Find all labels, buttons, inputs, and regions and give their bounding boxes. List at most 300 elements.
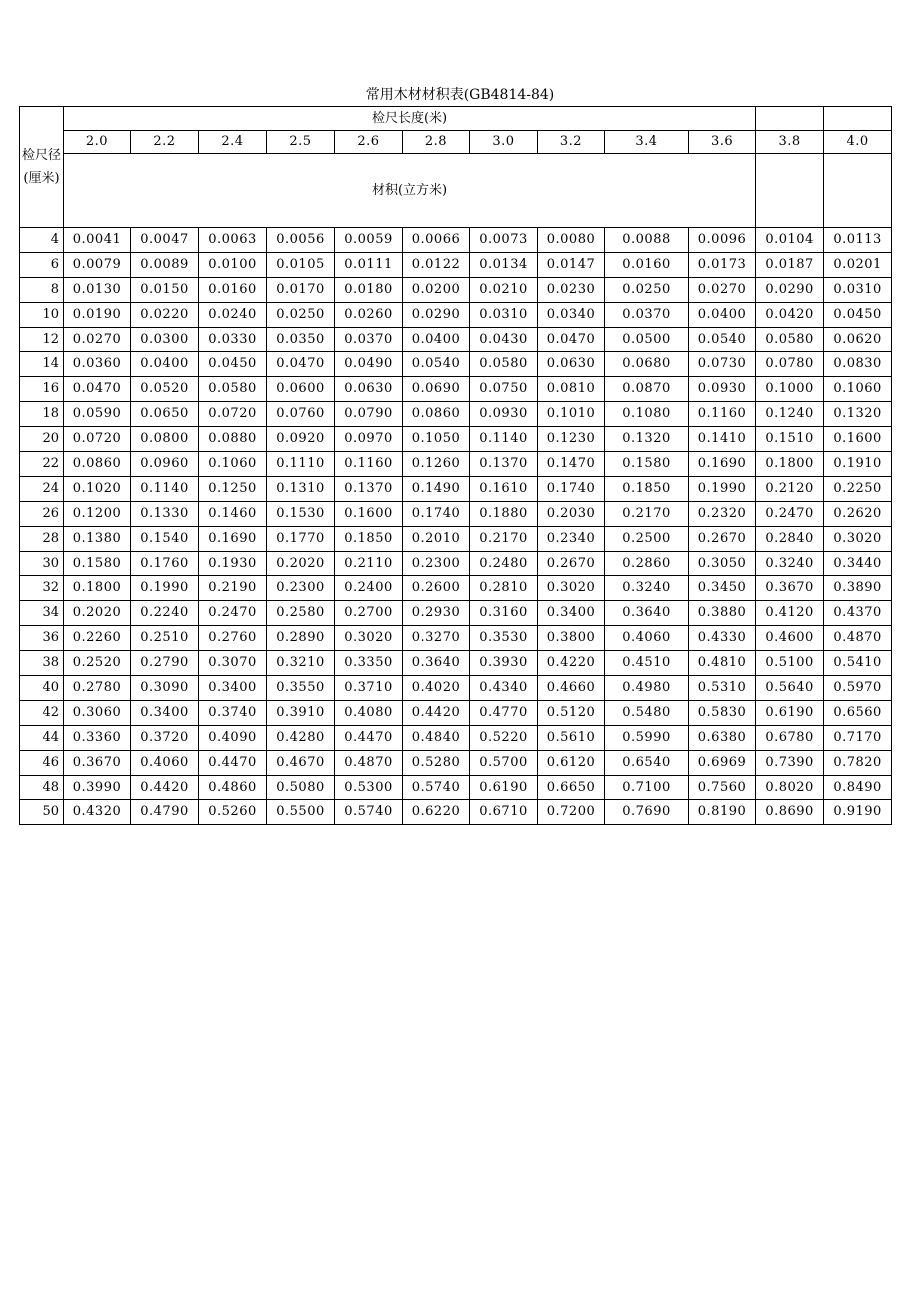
volume-cell: 0.1370 bbox=[470, 452, 538, 477]
table-body bbox=[20, 107, 892, 825]
diameter-cell: 40 bbox=[20, 676, 64, 701]
volume-cell: 0.1470 bbox=[538, 452, 605, 477]
volume-cell: 0.2300 bbox=[403, 551, 470, 576]
diameter-cell: 38 bbox=[20, 651, 64, 676]
header-blank-cell bbox=[824, 154, 892, 228]
volume-cell: 0.0230 bbox=[538, 277, 605, 302]
diameter-cell: 36 bbox=[20, 626, 64, 651]
volume-cell: 0.4870 bbox=[335, 750, 403, 775]
volume-cell: 0.0187 bbox=[756, 252, 824, 277]
volume-cell: 0.2510 bbox=[131, 626, 199, 651]
volume-cell: 0.1160 bbox=[335, 452, 403, 477]
table-row bbox=[20, 576, 892, 601]
volume-cell: 0.5500 bbox=[267, 800, 335, 825]
volume-cell: 0.1770 bbox=[267, 526, 335, 551]
length-header-cell: 2.4 bbox=[199, 131, 267, 154]
volume-cell: 0.1580 bbox=[605, 452, 689, 477]
volume-cell: 0.1690 bbox=[199, 526, 267, 551]
volume-cell: 0.4470 bbox=[199, 750, 267, 775]
table-row bbox=[20, 327, 892, 352]
diameter-cell: 10 bbox=[20, 302, 64, 327]
volume-cell: 0.0930 bbox=[470, 402, 538, 427]
volume-cell: 0.0180 bbox=[335, 277, 403, 302]
volume-cell: 0.7820 bbox=[824, 750, 892, 775]
volume-cell: 0.1800 bbox=[756, 452, 824, 477]
volume-cell: 0.0490 bbox=[335, 352, 403, 377]
length-header-cell: 3.0 bbox=[470, 131, 538, 154]
volume-cell: 0.7170 bbox=[824, 725, 892, 750]
volume-cell: 0.7200 bbox=[538, 800, 605, 825]
volume-cell: 0.2470 bbox=[199, 601, 267, 626]
diameter-cell: 28 bbox=[20, 526, 64, 551]
volume-cell: 0.1760 bbox=[131, 551, 199, 576]
volume-cell: 0.6190 bbox=[470, 775, 538, 800]
volume-cell: 0.3440 bbox=[824, 551, 892, 576]
volume-cell: 0.1690 bbox=[689, 452, 756, 477]
volume-cell: 0.0147 bbox=[538, 252, 605, 277]
volume-cell: 0.6380 bbox=[689, 725, 756, 750]
volume-cell: 0.1380 bbox=[64, 526, 131, 551]
volume-cell: 0.0470 bbox=[267, 352, 335, 377]
volume-cell: 0.1160 bbox=[689, 402, 756, 427]
volume-cell: 0.4980 bbox=[605, 676, 689, 701]
volume-cell: 0.1010 bbox=[538, 402, 605, 427]
table-row bbox=[20, 228, 892, 253]
volume-cell: 0.3240 bbox=[605, 576, 689, 601]
volume-cell: 0.3640 bbox=[403, 651, 470, 676]
volume-cell: 0.6540 bbox=[605, 750, 689, 775]
volume-cell: 0.0370 bbox=[605, 302, 689, 327]
volume-cell: 0.1990 bbox=[131, 576, 199, 601]
volume-cell: 0.4060 bbox=[131, 750, 199, 775]
volume-cell: 0.2840 bbox=[756, 526, 824, 551]
volume-cell: 0.0620 bbox=[824, 327, 892, 352]
volume-cell: 0.0810 bbox=[538, 377, 605, 402]
volume-cell: 0.0880 bbox=[199, 427, 267, 452]
volume-cell: 0.0920 bbox=[267, 427, 335, 452]
volume-cell: 0.0400 bbox=[131, 352, 199, 377]
volume-cell: 0.3210 bbox=[267, 651, 335, 676]
volume-cell: 0.0100 bbox=[199, 252, 267, 277]
volume-cell: 0.3090 bbox=[131, 676, 199, 701]
volume-cell: 0.5080 bbox=[267, 775, 335, 800]
volume-cell: 0.1140 bbox=[131, 476, 199, 501]
volume-cell: 0.1910 bbox=[824, 452, 892, 477]
volume-cell: 0.1110 bbox=[267, 452, 335, 477]
volume-cell: 0.0170 bbox=[267, 277, 335, 302]
volume-cell: 0.4060 bbox=[605, 626, 689, 651]
volume-cell: 0.2470 bbox=[756, 501, 824, 526]
volume-cell: 0.3930 bbox=[470, 651, 538, 676]
volume-cell: 0.6780 bbox=[756, 725, 824, 750]
volume-cell: 0.0860 bbox=[403, 402, 470, 427]
volume-cell: 0.3060 bbox=[64, 700, 131, 725]
diameter-cell: 24 bbox=[20, 476, 64, 501]
diameter-cell: 46 bbox=[20, 750, 64, 775]
volume-cell: 0.0450 bbox=[199, 352, 267, 377]
volume-cell: 0.4220 bbox=[538, 651, 605, 676]
volume-cell: 0.2110 bbox=[335, 551, 403, 576]
volume-cell: 0.1800 bbox=[64, 576, 131, 601]
volume-cell: 0.5260 bbox=[199, 800, 267, 825]
volume-cell: 0.2480 bbox=[470, 551, 538, 576]
volume-cell: 0.1330 bbox=[131, 501, 199, 526]
volume-cell: 0.0300 bbox=[131, 327, 199, 352]
volume-cell: 0.6560 bbox=[824, 700, 892, 725]
volume-cell: 0.7560 bbox=[689, 775, 756, 800]
volume-cell: 0.1600 bbox=[335, 501, 403, 526]
volume-cell: 0.0080 bbox=[538, 228, 605, 253]
volume-cell: 0.0201 bbox=[824, 252, 892, 277]
diameter-cell: 18 bbox=[20, 402, 64, 427]
length-header-cell: 3.2 bbox=[538, 131, 605, 154]
volume-cell: 0.0270 bbox=[689, 277, 756, 302]
volume-cell: 0.1140 bbox=[470, 427, 538, 452]
volume-cell: 0.2600 bbox=[403, 576, 470, 601]
volume-cell: 0.0047 bbox=[131, 228, 199, 253]
volume-cell: 0.0089 bbox=[131, 252, 199, 277]
volume-cell: 0.4860 bbox=[199, 775, 267, 800]
volume-cell: 0.4340 bbox=[470, 676, 538, 701]
volume-cell: 0.3450 bbox=[689, 576, 756, 601]
table-row bbox=[20, 775, 892, 800]
volume-cell: 0.1230 bbox=[538, 427, 605, 452]
volume-cell: 0.0330 bbox=[199, 327, 267, 352]
volume-cell: 0.1740 bbox=[403, 501, 470, 526]
volume-cell: 0.4420 bbox=[131, 775, 199, 800]
volume-cell: 0.1600 bbox=[824, 427, 892, 452]
volume-cell: 0.3670 bbox=[756, 576, 824, 601]
volume-cell: 0.0088 bbox=[605, 228, 689, 253]
volume-cell: 0.0360 bbox=[64, 352, 131, 377]
volume-cell: 0.0160 bbox=[199, 277, 267, 302]
table-row bbox=[20, 651, 892, 676]
length-header-cell: 2.6 bbox=[335, 131, 403, 154]
volume-cell: 0.4600 bbox=[756, 626, 824, 651]
volume-cell: 0.0104 bbox=[756, 228, 824, 253]
volume-cell: 0.6190 bbox=[756, 700, 824, 725]
volume-cell: 0.8190 bbox=[689, 800, 756, 825]
volume-cell: 0.3240 bbox=[756, 551, 824, 576]
volume-cell: 0.0105 bbox=[267, 252, 335, 277]
table-row bbox=[20, 526, 892, 551]
volume-cell: 0.0870 bbox=[605, 377, 689, 402]
volume-cell: 0.0173 bbox=[689, 252, 756, 277]
volume-cell: 0.2250 bbox=[824, 476, 892, 501]
volume-cell: 0.2860 bbox=[605, 551, 689, 576]
volume-cell: 0.0041 bbox=[64, 228, 131, 253]
diameter-cell: 48 bbox=[20, 775, 64, 800]
table-row bbox=[20, 452, 892, 477]
volume-cell: 0.0063 bbox=[199, 228, 267, 253]
volume-cell: 0.6710 bbox=[470, 800, 538, 825]
volume-cell: 0.7690 bbox=[605, 800, 689, 825]
volume-cell: 0.0310 bbox=[824, 277, 892, 302]
volume-cell: 0.0059 bbox=[335, 228, 403, 253]
volume-cell: 0.1050 bbox=[403, 427, 470, 452]
diameter-cell: 4 bbox=[20, 228, 64, 253]
volume-cell: 0.3020 bbox=[335, 626, 403, 651]
volume-cell: 0.3720 bbox=[131, 725, 199, 750]
volume-cell: 0.5700 bbox=[470, 750, 538, 775]
volume-cell: 0.0540 bbox=[403, 352, 470, 377]
length-header-cell: 2.5 bbox=[267, 131, 335, 154]
table-row bbox=[20, 352, 892, 377]
table-row bbox=[20, 402, 892, 427]
volume-cell: 0.3640 bbox=[605, 601, 689, 626]
volume-cell: 0.1850 bbox=[605, 476, 689, 501]
volume-cell: 0.2010 bbox=[403, 526, 470, 551]
volume-cell: 0.2670 bbox=[538, 551, 605, 576]
volume-cell: 0.2520 bbox=[64, 651, 131, 676]
volume-cell: 0.0470 bbox=[538, 327, 605, 352]
volume-cell: 0.0830 bbox=[824, 352, 892, 377]
volume-cell: 0.0540 bbox=[689, 327, 756, 352]
volume-cell: 0.0190 bbox=[64, 302, 131, 327]
table-row bbox=[20, 551, 892, 576]
length-header-cell: 4.0 bbox=[824, 131, 892, 154]
volume-cell: 0.0290 bbox=[756, 277, 824, 302]
volume-cell: 0.6650 bbox=[538, 775, 605, 800]
length-header-cell: 3.6 bbox=[689, 131, 756, 154]
volume-cell: 0.3400 bbox=[199, 676, 267, 701]
volume-cell: 0.1260 bbox=[403, 452, 470, 477]
volume-cell: 0.3270 bbox=[403, 626, 470, 651]
volume-cell: 0.3800 bbox=[538, 626, 605, 651]
volume-cell: 0.2030 bbox=[538, 501, 605, 526]
volume-cell: 0.4670 bbox=[267, 750, 335, 775]
volume-cell: 0.0134 bbox=[470, 252, 538, 277]
volume-cell: 0.2620 bbox=[824, 501, 892, 526]
volume-cell: 0.8690 bbox=[756, 800, 824, 825]
volume-cell: 0.1200 bbox=[64, 501, 131, 526]
volume-cell: 0.1060 bbox=[824, 377, 892, 402]
volume-cell: 0.0111 bbox=[335, 252, 403, 277]
volume-cell: 0.0750 bbox=[470, 377, 538, 402]
table-row bbox=[20, 800, 892, 825]
volume-cell: 0.0066 bbox=[403, 228, 470, 253]
volume-cell: 0.0630 bbox=[335, 377, 403, 402]
volume-cell: 0.3710 bbox=[335, 676, 403, 701]
volume-cell: 0.0310 bbox=[470, 302, 538, 327]
volume-cell: 0.2020 bbox=[267, 551, 335, 576]
volume-cell: 0.5970 bbox=[824, 676, 892, 701]
volume-cell: 0.1880 bbox=[470, 501, 538, 526]
volume-cell: 0.0580 bbox=[199, 377, 267, 402]
length-header-cell: 3.4 bbox=[605, 131, 689, 154]
page-title: 常用木材材积表(GB4814-84) bbox=[365, 87, 555, 103]
volume-cell: 0.0122 bbox=[403, 252, 470, 277]
volume-cell: 0.0720 bbox=[64, 427, 131, 452]
volume-cell: 0.3990 bbox=[64, 775, 131, 800]
volume-cell: 0.1370 bbox=[335, 476, 403, 501]
volume-cell: 0.4080 bbox=[335, 700, 403, 725]
volume-cell: 0.1510 bbox=[756, 427, 824, 452]
volume-cell: 0.2340 bbox=[538, 526, 605, 551]
volume-cell: 0.4660 bbox=[538, 676, 605, 701]
volume-cell: 0.2120 bbox=[756, 476, 824, 501]
volume-cell: 0.0580 bbox=[470, 352, 538, 377]
volume-cell: 0.7390 bbox=[756, 750, 824, 775]
volume-cell: 0.5830 bbox=[689, 700, 756, 725]
header-blank-cell bbox=[756, 107, 824, 131]
table-row bbox=[20, 252, 892, 277]
volume-cell: 0.2580 bbox=[267, 601, 335, 626]
volume-cell: 0.2320 bbox=[689, 501, 756, 526]
volume-cell: 0.5610 bbox=[538, 725, 605, 750]
volume-cell: 0.4840 bbox=[403, 725, 470, 750]
volume-cell: 0.2170 bbox=[470, 526, 538, 551]
volume-cell: 0.4120 bbox=[756, 601, 824, 626]
volume-cell: 0.5640 bbox=[756, 676, 824, 701]
volume-cell: 0.6220 bbox=[403, 800, 470, 825]
volume-cell: 0.0220 bbox=[131, 302, 199, 327]
table-row bbox=[20, 626, 892, 651]
volume-cell: 0.2810 bbox=[470, 576, 538, 601]
volume-cell: 0.0160 bbox=[605, 252, 689, 277]
volume-cell: 0.1240 bbox=[756, 402, 824, 427]
volume-cell: 0.7100 bbox=[605, 775, 689, 800]
header-blank-cell bbox=[756, 154, 824, 228]
volume-cell: 0.0079 bbox=[64, 252, 131, 277]
volume-cell: 0.3550 bbox=[267, 676, 335, 701]
table-row bbox=[20, 725, 892, 750]
volume-cell: 0.5410 bbox=[824, 651, 892, 676]
volume-cell: 0.0730 bbox=[689, 352, 756, 377]
table-row bbox=[20, 676, 892, 701]
volume-cell: 0.0690 bbox=[403, 377, 470, 402]
volume-cell: 0.5310 bbox=[689, 676, 756, 701]
volume-cell: 0.0400 bbox=[689, 302, 756, 327]
volume-cell: 0.1060 bbox=[199, 452, 267, 477]
volume-cell: 0.0130 bbox=[64, 277, 131, 302]
volume-cell: 0.3350 bbox=[335, 651, 403, 676]
volume-cell: 0.0800 bbox=[131, 427, 199, 452]
diameter-cell: 30 bbox=[20, 551, 64, 576]
table-row bbox=[20, 601, 892, 626]
length-header-cell: 2.0 bbox=[64, 131, 131, 154]
length-header-cell: 2.2 bbox=[131, 131, 199, 154]
volume-cell: 0.5280 bbox=[403, 750, 470, 775]
diameter-cell: 42 bbox=[20, 700, 64, 725]
length-header-cell: 3.8 bbox=[756, 131, 824, 154]
volume-cell: 0.4510 bbox=[605, 651, 689, 676]
volume-cell: 0.3070 bbox=[199, 651, 267, 676]
header-row-volume bbox=[20, 154, 892, 228]
volume-cell: 0.5120 bbox=[538, 700, 605, 725]
volume-cell: 0.8490 bbox=[824, 775, 892, 800]
volume-cell: 0.0500 bbox=[605, 327, 689, 352]
volume-cell: 0.2400 bbox=[335, 576, 403, 601]
header-row-lengths bbox=[20, 131, 892, 154]
volume-cell: 0.0250 bbox=[605, 277, 689, 302]
volume-cell: 0.4280 bbox=[267, 725, 335, 750]
volume-cell: 0.5990 bbox=[605, 725, 689, 750]
volume-cell: 0.0720 bbox=[199, 402, 267, 427]
volume-cell: 0.1610 bbox=[470, 476, 538, 501]
volume-cell: 0.3530 bbox=[470, 626, 538, 651]
volume-cell: 0.0073 bbox=[470, 228, 538, 253]
volume-cell: 0.2190 bbox=[199, 576, 267, 601]
table-row bbox=[20, 700, 892, 725]
volume-cell: 0.1310 bbox=[267, 476, 335, 501]
volume-cell: 0.3020 bbox=[538, 576, 605, 601]
volume-cell: 0.1320 bbox=[824, 402, 892, 427]
volume-cell: 0.0096 bbox=[689, 228, 756, 253]
volume-cell: 0.0420 bbox=[756, 302, 824, 327]
volume-cell: 0.0790 bbox=[335, 402, 403, 427]
volume-cell: 0.0960 bbox=[131, 452, 199, 477]
volume-cell: 0.2760 bbox=[199, 626, 267, 651]
volume-cell: 0.6120 bbox=[538, 750, 605, 775]
volume-cell: 0.2790 bbox=[131, 651, 199, 676]
table-row bbox=[20, 501, 892, 526]
volume-cell: 0.6969 bbox=[689, 750, 756, 775]
volume-cell: 0.2020 bbox=[64, 601, 131, 626]
volume-cell: 0.0200 bbox=[403, 277, 470, 302]
volume-cell: 0.3020 bbox=[824, 526, 892, 551]
volume-cell: 0.2500 bbox=[605, 526, 689, 551]
volume-cell: 0.3360 bbox=[64, 725, 131, 750]
volume-cell: 0.1580 bbox=[64, 551, 131, 576]
volume-cell: 0.4330 bbox=[689, 626, 756, 651]
volume-cell: 0.2780 bbox=[64, 676, 131, 701]
volume-cell: 0.0430 bbox=[470, 327, 538, 352]
volume-cell: 0.0780 bbox=[756, 352, 824, 377]
volume-cell: 0.4810 bbox=[689, 651, 756, 676]
volume-cell: 0.1080 bbox=[605, 402, 689, 427]
volume-cell: 0.5300 bbox=[335, 775, 403, 800]
volume-cell: 0.3400 bbox=[131, 700, 199, 725]
volume-cell: 0.0370 bbox=[335, 327, 403, 352]
diameter-cell: 16 bbox=[20, 377, 64, 402]
volume-cell: 0.3890 bbox=[824, 576, 892, 601]
diameter-cell: 34 bbox=[20, 601, 64, 626]
volume-cell: 0.1930 bbox=[199, 551, 267, 576]
table-row bbox=[20, 427, 892, 452]
volume-cell: 0.1320 bbox=[605, 427, 689, 452]
volume-cell: 0.1020 bbox=[64, 476, 131, 501]
volume-cell: 0.0400 bbox=[403, 327, 470, 352]
volume-cell: 0.3400 bbox=[538, 601, 605, 626]
table-row bbox=[20, 302, 892, 327]
volume-cell: 0.0056 bbox=[267, 228, 335, 253]
volume-cell: 0.0760 bbox=[267, 402, 335, 427]
volume-cell: 0.0270 bbox=[64, 327, 131, 352]
diameter-cell: 32 bbox=[20, 576, 64, 601]
diameter-cell: 20 bbox=[20, 427, 64, 452]
header-row-length bbox=[20, 107, 892, 131]
volume-cell: 0.3910 bbox=[267, 700, 335, 725]
volume-cell: 0.4770 bbox=[470, 700, 538, 725]
volume-cell: 0.3160 bbox=[470, 601, 538, 626]
volume-cell: 0.1490 bbox=[403, 476, 470, 501]
volume-header: 材积(立方米) bbox=[64, 154, 756, 228]
volume-cell: 0.0860 bbox=[64, 452, 131, 477]
volume-cell: 0.3050 bbox=[689, 551, 756, 576]
volume-cell: 0.0210 bbox=[470, 277, 538, 302]
volume-cell: 0.4790 bbox=[131, 800, 199, 825]
table-row bbox=[20, 277, 892, 302]
volume-cell: 0.3670 bbox=[64, 750, 131, 775]
volume-cell: 0.0450 bbox=[824, 302, 892, 327]
volume-cell: 0.2700 bbox=[335, 601, 403, 626]
volume-cell: 0.0340 bbox=[538, 302, 605, 327]
volume-cell: 0.1000 bbox=[756, 377, 824, 402]
volume-cell: 0.0150 bbox=[131, 277, 199, 302]
volume-cell: 0.4020 bbox=[403, 676, 470, 701]
volume-cell: 0.0680 bbox=[605, 352, 689, 377]
